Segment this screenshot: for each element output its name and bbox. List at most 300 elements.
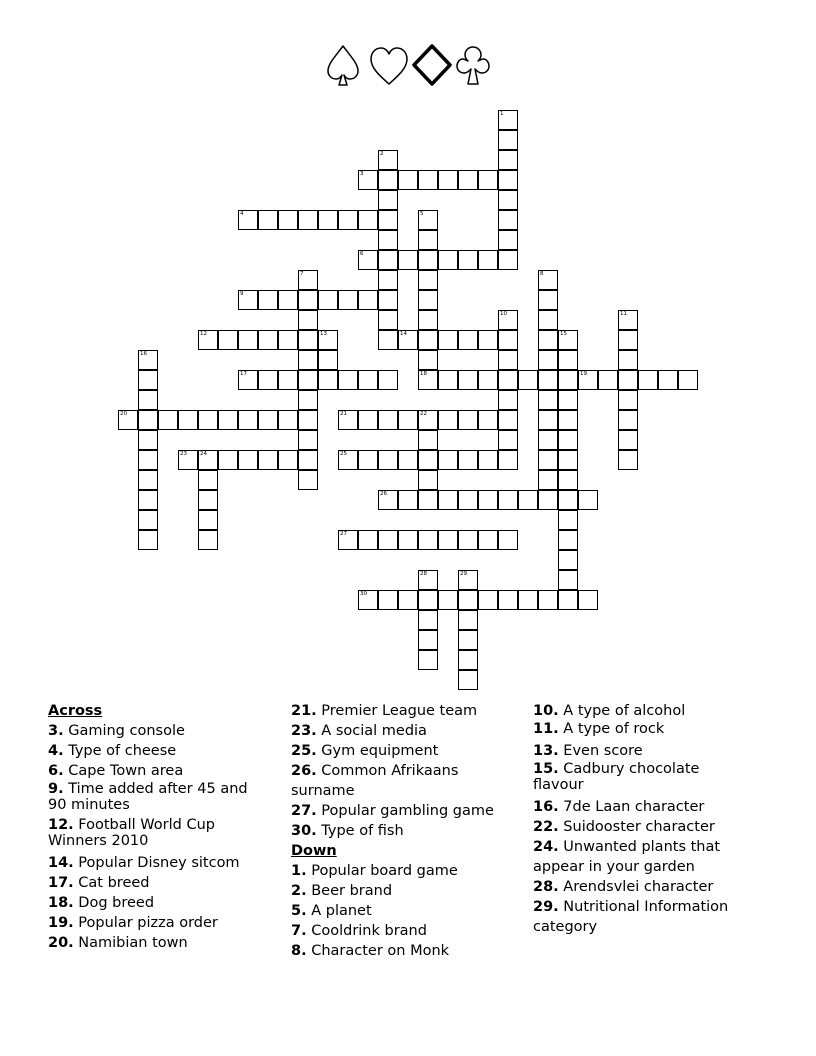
across-clue [291,821,516,841]
grid-cell[interactable] [178,450,198,470]
clue-text: Cape Town area [63,763,184,779]
grid-cell[interactable] [438,330,458,350]
grid-cell[interactable] [218,330,238,350]
grid-cell[interactable] [158,410,178,430]
grid-cell[interactable] [458,490,478,510]
cell-number: 22 [420,411,427,417]
grid-cell[interactable] [178,410,198,430]
grid-cell[interactable] [138,410,158,430]
grid-cell[interactable] [618,330,638,350]
grid-cell[interactable] [498,110,518,130]
grid-cell[interactable] [378,410,398,430]
grid-cell[interactable] [418,590,438,610]
grid-cell[interactable] [458,570,478,590]
grid-cell[interactable] [378,250,398,270]
grid-cell[interactable] [578,490,598,510]
grid-cell[interactable] [418,290,438,310]
grid-cell[interactable] [438,530,458,550]
across-clue [291,701,516,721]
grid-cell[interactable] [498,350,518,370]
grid-cell[interactable] [378,150,398,170]
cell-number: 26 [380,491,387,497]
grid-cell[interactable] [278,410,298,430]
grid-cell[interactable] [478,330,498,350]
grid-cell[interactable] [358,450,378,470]
grid-cell[interactable] [458,450,478,470]
grid-cell[interactable] [198,490,218,510]
grid-cell[interactable] [298,310,318,330]
grid-cell[interactable] [498,590,518,610]
down-clue [533,761,748,797]
grid-cell[interactable] [558,590,578,610]
grid-cell[interactable] [438,170,458,190]
grid-cell[interactable] [378,210,398,230]
clue-number: 7. [291,923,307,939]
grid-cell[interactable] [398,590,418,610]
grid-cell[interactable] [198,450,218,470]
grid-cell[interactable] [258,410,278,430]
grid-cell[interactable] [478,250,498,270]
grid-cell[interactable] [238,410,258,430]
cell-number: 23 [180,451,187,457]
across-clue [291,761,516,801]
clue-number: 10. [533,703,559,719]
grid-cell[interactable] [458,630,478,650]
down-clue [291,861,516,881]
clue-number: 8. [291,943,307,959]
clue-text: Namibian town [73,935,188,951]
grid-cell[interactable] [418,570,438,590]
grid-cell[interactable] [558,490,578,510]
across-clue [291,721,516,741]
grid-cell[interactable] [378,170,398,190]
grid-cell[interactable] [478,170,498,190]
clue-number: 16. [533,799,559,815]
grid-cell[interactable] [498,330,518,350]
grid-cell[interactable] [618,350,638,370]
grid-cell[interactable] [498,450,518,470]
grid-cell[interactable] [298,390,318,410]
down-clue [533,817,748,837]
grid-cell[interactable] [478,450,498,470]
clue-number: 4. [48,743,64,759]
grid-cell[interactable] [398,450,418,470]
grid-cell[interactable] [438,490,458,510]
grid-cell[interactable] [498,170,518,190]
cell-number: 13 [320,331,327,337]
grid-cell[interactable] [358,410,378,430]
across-clue-list [48,721,270,953]
grid-cell[interactable] [198,330,218,350]
grid-cell[interactable] [198,470,218,490]
grid-cell[interactable] [238,370,258,390]
grid-cell[interactable] [418,410,438,430]
clue-text: Premier League team [316,703,478,719]
grid-cell[interactable] [238,210,258,230]
grid-cell[interactable] [518,590,538,610]
clue-text: Type of cheese [63,743,177,759]
grid-cell[interactable] [538,390,558,410]
grid-cell[interactable] [398,490,418,510]
grid-cell[interactable] [198,530,218,550]
grid-cell[interactable] [298,210,318,230]
across-clue [48,721,270,741]
grid-cell[interactable] [318,370,338,390]
grid-cell[interactable] [218,410,238,430]
grid-cell[interactable] [418,630,438,650]
clue-text: Common Afrikaans surname [291,763,459,799]
grid-cell[interactable] [618,410,638,430]
grid-cell[interactable] [338,450,358,470]
grid-cell[interactable] [398,250,418,270]
grid-cell[interactable] [238,290,258,310]
across-clue [291,741,516,761]
grid-cell[interactable] [378,370,398,390]
grid-cell[interactable] [498,430,518,450]
grid-cell[interactable] [458,650,478,670]
down-clue [291,941,516,961]
grid-cell[interactable] [298,430,318,450]
clue-number: 18. [48,895,74,911]
grid-cell[interactable] [618,370,638,390]
down-clue [291,901,516,921]
grid-cell[interactable] [378,290,398,310]
down-clue [291,921,516,941]
grid-cell[interactable] [458,530,478,550]
grid-cell[interactable] [558,390,578,410]
cell-number: 24 [200,451,207,457]
clue-text: Unwanted plants that appear in your garden [533,839,721,875]
grid-cell[interactable] [478,410,498,430]
clue-number: 17. [48,875,74,891]
cell-number: 7 [300,271,304,277]
across-clue [291,801,516,821]
grid-cell[interactable] [678,370,698,390]
clue-text: Popular gambling game [316,803,494,819]
across-clue [48,933,270,953]
grid-cell[interactable] [498,130,518,150]
across-clue [48,761,270,781]
clue-text: Nutritional Information category [533,899,729,935]
grid-cell[interactable] [258,370,278,390]
cell-number: 18 [420,371,427,377]
clue-text: Time added after 45 and 90 minutes [48,781,248,813]
grid-cell[interactable] [618,310,638,330]
grid-cell[interactable] [338,290,358,310]
grid-cell[interactable] [638,370,658,390]
cell-number: 5 [420,211,424,217]
grid-cell[interactable] [138,510,158,530]
grid-cell[interactable] [418,470,438,490]
grid-cell[interactable] [418,430,438,450]
grid-cell[interactable] [358,170,378,190]
clue-text: Popular pizza order [73,915,218,931]
grid-cell[interactable] [498,230,518,250]
grid-cell[interactable] [558,510,578,530]
grid-cell[interactable] [558,450,578,470]
grid-cell[interactable] [578,370,598,390]
grid-cell[interactable] [358,250,378,270]
grid-cell[interactable] [438,250,458,270]
grid-cell[interactable] [398,330,418,350]
clue-text: A social media [316,723,427,739]
grid-cell[interactable] [358,210,378,230]
grid-cell[interactable] [498,250,518,270]
grid-cell[interactable] [318,330,338,350]
grid-cell[interactable] [258,210,278,230]
grid-cell[interactable] [278,290,298,310]
clue-number: 29. [533,899,559,915]
grid-cell[interactable] [138,370,158,390]
grid-cell[interactable] [538,590,558,610]
grid-cell[interactable] [418,370,438,390]
grid-cell[interactable] [278,210,298,230]
clue-text: Arendsvlei character [558,879,714,895]
down-clue [533,721,748,741]
grid-cell[interactable] [518,490,538,510]
grid-cell[interactable] [378,330,398,350]
clue-number: 12. [48,817,74,833]
grid-cell[interactable] [138,450,158,470]
grid-cell[interactable] [538,350,558,370]
clue-number: 26. [291,763,317,779]
grid-cell[interactable] [418,450,438,470]
grid-cell[interactable] [198,510,218,530]
grid-cell[interactable] [318,290,338,310]
grid-cell[interactable] [558,330,578,350]
grid-cell[interactable] [118,410,138,430]
grid-cell[interactable] [498,310,518,330]
grid-cell[interactable] [138,490,158,510]
grid-cell[interactable] [458,410,478,430]
grid-cell[interactable] [538,290,558,310]
grid-cell[interactable] [318,210,338,230]
grid-cell[interactable] [558,570,578,590]
grid-cell[interactable] [378,490,398,510]
grid-cell[interactable] [138,470,158,490]
cell-number: 2 [380,151,384,157]
clue-column-2 [291,701,516,961]
grid-cell[interactable] [538,410,558,430]
grid-cell[interactable] [378,450,398,470]
grid-cell[interactable] [538,270,558,290]
grid-cell[interactable] [558,370,578,390]
grid-cell[interactable] [478,590,498,610]
clue-text: A type of rock [558,721,665,737]
grid-cell[interactable] [498,150,518,170]
cell-number: 19 [580,371,587,377]
grid-cell[interactable] [258,450,278,470]
grid-cell[interactable] [398,410,418,430]
clue-number: 2. [291,883,307,899]
grid-cell[interactable] [418,270,438,290]
clue-number: 25. [291,743,317,759]
grid-cell[interactable] [278,450,298,470]
grid-cell[interactable] [658,370,678,390]
clue-text: Popular Disney sitcom [73,855,240,871]
grid-cell[interactable] [378,310,398,330]
grid-cell[interactable] [378,270,398,290]
grid-cell[interactable] [438,450,458,470]
clue-number: 22. [533,819,559,835]
clue-number: 6. [48,763,64,779]
cell-number: 3 [360,171,364,177]
grid-cell[interactable] [418,250,438,270]
grid-cell[interactable] [418,350,438,370]
grid-cell[interactable] [418,610,438,630]
grid-cell[interactable] [558,530,578,550]
grid-cell[interactable] [498,370,518,390]
grid-cell[interactable] [138,530,158,550]
grid-cell[interactable] [558,410,578,430]
down-clue [533,701,748,721]
grid-cell[interactable] [398,170,418,190]
clue-number: 23. [291,723,317,739]
grid-cell[interactable] [278,370,298,390]
grid-cell[interactable] [498,390,518,410]
down-clue-list [291,861,516,961]
clue-text: Beer brand [306,883,393,899]
grid-cell[interactable] [378,530,398,550]
grid-cell[interactable] [498,490,518,510]
across-clue [48,853,270,873]
grid-cell[interactable] [378,590,398,610]
grid-cell[interactable] [558,470,578,490]
grid-cell[interactable] [338,410,358,430]
grid-cell[interactable] [498,210,518,230]
grid-cell[interactable] [418,230,438,250]
grid-cell[interactable] [238,450,258,470]
grid-cell[interactable] [458,590,478,610]
grid-cell[interactable] [358,370,378,390]
grid-cell[interactable] [438,590,458,610]
clue-number: 21. [291,703,317,719]
grid-cell[interactable] [298,350,318,370]
grid-cell[interactable] [538,490,558,510]
cell-number: 11 [620,311,627,317]
grid-cell[interactable] [298,270,318,290]
cell-number: 14 [400,331,407,337]
grid-cell[interactable] [438,410,458,430]
grid-cell[interactable] [558,430,578,450]
clue-number: 9. [48,781,64,797]
grid-cell[interactable] [338,530,358,550]
clue-text: A type of alcohol [558,703,686,719]
grid-cell[interactable] [458,170,478,190]
grid-cell[interactable] [258,290,278,310]
down-clue [533,741,748,761]
grid-cell[interactable] [198,410,218,430]
grid-cell[interactable] [538,370,558,390]
down-clue [291,881,516,901]
grid-cell[interactable] [538,310,558,330]
grid-cell[interactable] [298,450,318,470]
grid-cell[interactable] [418,490,438,510]
grid-cell[interactable] [258,330,278,350]
grid-cell[interactable] [398,530,418,550]
grid-cell[interactable] [458,250,478,270]
grid-cell[interactable] [498,410,518,430]
grid-cell[interactable] [458,670,478,690]
grid-cell[interactable] [418,170,438,190]
clue-text: Cat breed [73,875,150,891]
grid-cell[interactable] [518,370,538,390]
grid-cell[interactable] [298,410,318,430]
grid-cell[interactable] [358,290,378,310]
grid-cell[interactable] [458,370,478,390]
grid-cell[interactable] [618,390,638,410]
down-clue-list-continued [533,701,748,937]
across-clue [48,873,270,893]
grid-cell[interactable] [418,650,438,670]
grid-cell[interactable] [418,210,438,230]
grid-cell[interactable] [218,450,238,470]
grid-cell[interactable] [558,350,578,370]
clue-text: Football World Cup Winners 2010 [48,817,215,849]
grid-cell[interactable] [298,290,318,310]
grid-cell[interactable] [418,530,438,550]
down-clue [533,837,748,877]
grid-cell[interactable] [138,350,158,370]
grid-cell[interactable] [478,490,498,510]
cell-number: 10 [500,311,507,317]
grid-cell[interactable] [418,310,438,330]
cell-number: 28 [420,571,427,577]
grid-cell[interactable] [418,330,438,350]
grid-cell[interactable] [298,330,318,350]
grid-cell[interactable] [298,470,318,490]
grid-cell[interactable] [358,590,378,610]
grid-cell[interactable] [498,190,518,210]
grid-cell[interactable] [378,230,398,250]
grid-cell[interactable] [138,390,158,410]
grid-cell[interactable] [538,450,558,470]
grid-cell[interactable] [458,610,478,630]
cell-number: 12 [200,331,207,337]
grid-cell[interactable] [618,450,638,470]
grid-cell[interactable] [298,370,318,390]
grid-cell[interactable] [438,370,458,390]
grid-cell[interactable] [578,590,598,610]
grid-cell[interactable] [538,470,558,490]
grid-cell[interactable] [618,430,638,450]
grid-cell[interactable] [478,530,498,550]
across-clue [48,817,270,853]
grid-cell[interactable] [278,330,298,350]
clue-number: 11. [533,721,559,737]
cell-number: 15 [560,331,567,337]
grid-cell[interactable] [358,530,378,550]
clue-number: 19. [48,915,74,931]
grid-cell[interactable] [458,330,478,350]
grid-cell[interactable] [478,370,498,390]
grid-cell[interactable] [538,430,558,450]
cell-number: 27 [340,531,347,537]
grid-cell[interactable] [598,370,618,390]
clue-text: Even score [558,743,643,759]
grid-cell[interactable] [318,350,338,370]
grid-cell[interactable] [338,210,358,230]
grid-cell[interactable] [378,190,398,210]
grid-cell[interactable] [238,330,258,350]
grid-cell[interactable] [138,430,158,450]
grid-cell[interactable] [558,550,578,570]
grid-cell[interactable] [538,330,558,350]
clue-text: 7de Laan character [558,799,705,815]
down-heading: Down [291,843,337,859]
grid-cell[interactable] [498,530,518,550]
grid-cell[interactable] [338,370,358,390]
